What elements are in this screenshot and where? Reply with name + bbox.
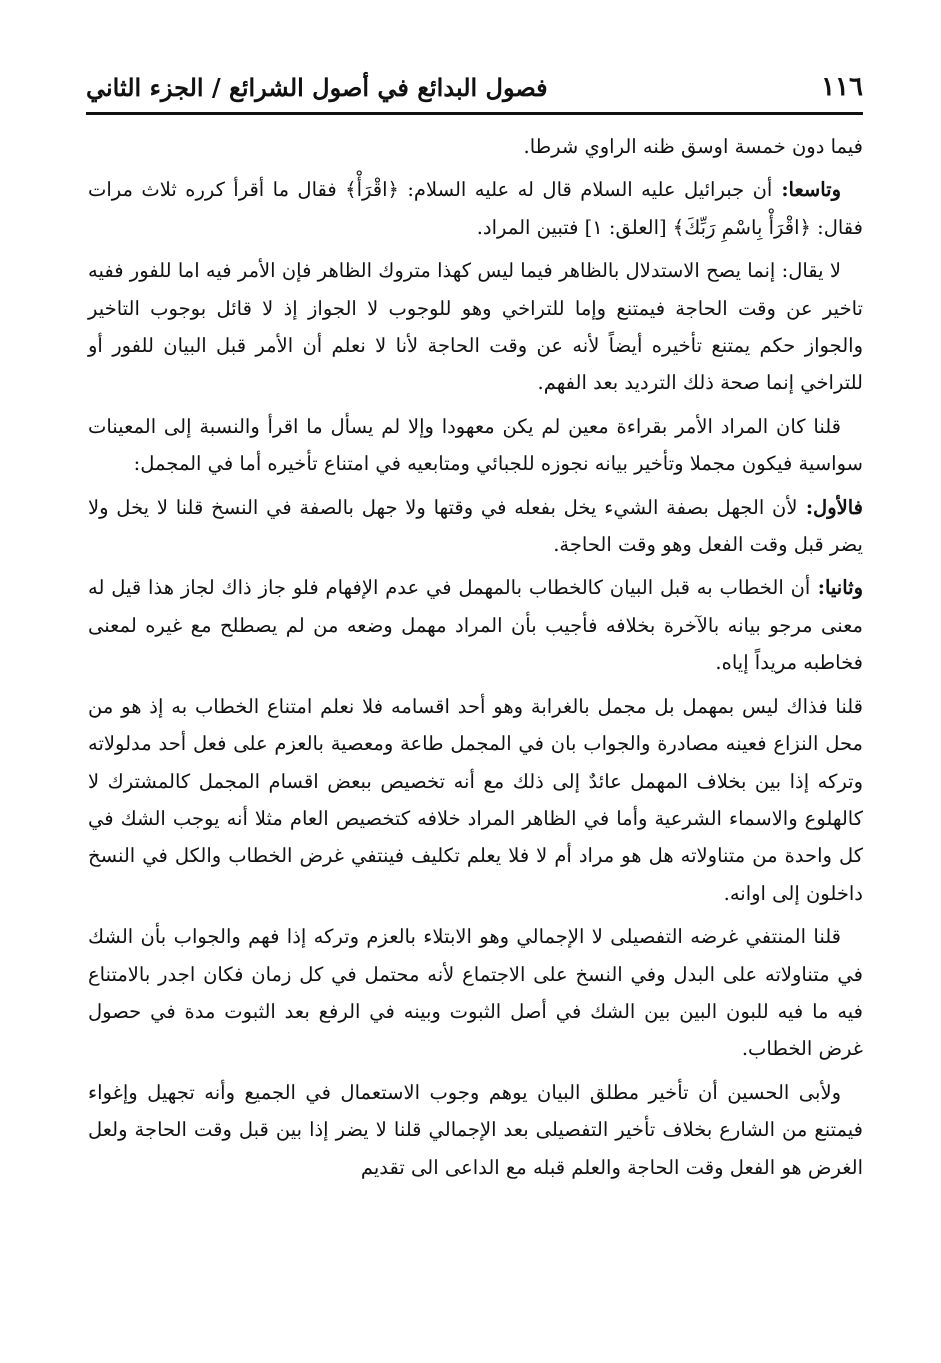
paragraph-4 <box>88 408 863 483</box>
paragraph-text: قلنا فذاك ليس بمهمل بل مجمل بالغرابة وهو أحد اقسامه فلا نعلم امتناع الخطاب به إذ هو من محل النزاع فعينه مصادرة والجواب بان في المجمل طاعة ومعصية بالعزم على فعل أحد مدلولاته وتركه إذا بين بخلاف المهمل عائدٌ إلى ذلك مع أنه تخصيص ببعض اقسام المجمل كالمشترك لا كالهلوع والاسماء الشرعية وأما في الظاهر المراد خلافه كتخصيص العام مثلا أنه يوجب الشك في كل واحدة من متناولاته هل هو مراد أم لا فلا يعلم تكليف فينتفي غرض الخطاب والكل في النسخ داخلون إلى اوانه. <box>88 694 863 905</box>
paragraph-9 <box>88 1074 863 1186</box>
paragraph-text: لا يقال: إنما يصح الاستدلال بالظاهر فيما ليس كهذا متروك الظاهر فإن الأمر فيه اما للفور ففيه تاخير عن وقت الحاجة فيمتنع وإما للتراخي وهو للوجوب لا الجواز إذ لا قائل بوجوب التاخير والجواز حكم يمتنع تأخيره أيضاً لأنه عن وقت الحاجة لأنا لا نعلم أن الأمر قبل البيان للفور أو للتراخي إنما صحة ذلك الترديد بعد الفهم. <box>88 259 863 395</box>
body-text <box>88 128 863 1192</box>
running-header <box>86 58 863 102</box>
paragraph-lead: وثانيا: <box>810 576 863 600</box>
paragraph-6 <box>88 569 863 681</box>
header-rule <box>86 112 863 115</box>
paragraph-2 <box>88 171 863 246</box>
paragraph-text: أن الخطاب به قبل البيان كالخطاب بالمهمل في عدم الإفهام فلو جاز ذاك لجاز هذا قيل له معنى مرجو بيانه بالآخرة بخلافه فأجيب بأن المراد مهمل وضعه من لم يصطلح مع غيره لمعنى فخاطبه مريداً إياه. <box>88 576 863 675</box>
paragraph-5 <box>88 489 863 564</box>
paragraph-text: ولأبى الحسين أن تأخير مطلق البيان يوهم وجوب الاستعمال في الجميع وأنه تجهيل وإغواء فيمتنع من الشارع بخلاف تأخير التفصيلى بعد الإجمالي قلنا لا يضر إذا بين قبل وقت الحاجة ولعل الغرض هو الفعل وقت الحاجة والعلم قبله مع الداعى الى تقديم <box>88 1080 863 1179</box>
paragraph-text: قلنا كان المراد الأمر بقراءة معين لم يكن معهودا وإلا لم يسأل ما اقرأ والنسبة إلى المعينات سواسية فيكون مجملا وتأخير بيانه نجوزه للجبائي ومتابعيه في امتناع تأخيره أما في المجمل: <box>88 414 863 476</box>
paragraph-text: أن جبرائيل عليه السلام قال له عليه السلام: ﴿اقْرَأْ﴾ فقال ما أقرأ كرره ثلاث مرات فقال: ﴿اقْرَأْ بِاسْمِ رَبِّكَ﴾ [العلق: ١] فتبين المراد. <box>88 178 863 239</box>
paragraph-lead: وتاسعا: <box>772 178 841 202</box>
running-title: فصول البدائع في أصول الشرائع / الجزء الثاني <box>86 73 548 102</box>
paragraph-3 <box>88 252 863 402</box>
page-number: ١١٦ <box>821 72 863 102</box>
paragraph-1 <box>88 128 863 165</box>
paragraph-8 <box>88 918 863 1068</box>
paragraph-7 <box>88 688 863 912</box>
paragraph-text: فيما دون خمسة اوسق ظنه الراوي شرطا. <box>523 135 863 158</box>
paragraph-text: لأن الجهل بصفة الشيء يخل بفعله في وقتها ولا جهل بالصفة في النسخ قلنا لا يخل ولا يضر قبل وقت الفعل وهو وقت الحاجة. <box>88 495 863 557</box>
paragraph-text: قلنا المنتفي غرضه التفصيلى لا الإجمالي وهو الابتلاء بالعزم وتركه إذا فهم والجواب بأن الشك في متناولاته على البدل وفي النسخ على الاجتماع لأنه محتمل في كل زمان فكان اجدر بالامتناع فيه ما فيه للبون البين بين الشك في أصل الثبوت وبينه في الرفع بعد الثبوت مدة في حصول غرض الخطاب. <box>88 925 863 1061</box>
paragraph-lead: فالأول: <box>797 495 863 519</box>
